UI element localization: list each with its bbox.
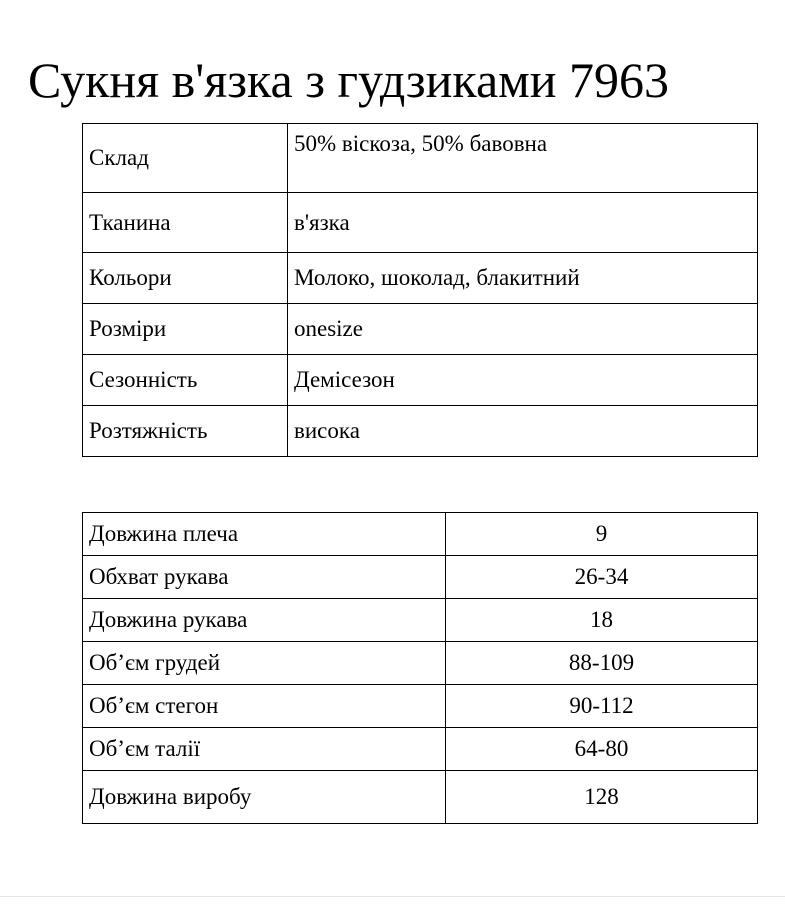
measurement-label: Об’єм грудей bbox=[83, 642, 446, 685]
spec-label: Тканина bbox=[83, 193, 288, 253]
table-row bbox=[83, 599, 758, 642]
table-row bbox=[83, 193, 758, 253]
table-row bbox=[83, 513, 758, 556]
table-row bbox=[83, 304, 758, 355]
spec-label: Сезонність bbox=[83, 355, 288, 406]
spec-label: Розміри bbox=[83, 304, 288, 355]
measurement-label: Обхват рукава bbox=[83, 556, 446, 599]
table-row bbox=[83, 124, 758, 193]
spec-value: в'язка bbox=[288, 193, 758, 253]
measurement-label: Об’єм стегон bbox=[83, 685, 446, 728]
table-row bbox=[83, 771, 758, 824]
measurement-label: Довжина виробу bbox=[83, 771, 446, 824]
table-row bbox=[83, 685, 758, 728]
table-row bbox=[83, 556, 758, 599]
spec-label: Склад bbox=[83, 124, 288, 193]
measurement-value: 18 bbox=[446, 599, 758, 642]
table-row bbox=[83, 728, 758, 771]
spec-value: 50% віскоза, 50% бавовна bbox=[288, 124, 758, 193]
size-measurements-table bbox=[82, 512, 758, 824]
measurement-label: Об’єм талії bbox=[83, 728, 446, 771]
table-row bbox=[83, 406, 758, 457]
measurement-value: 90-112 bbox=[446, 685, 758, 728]
divider bbox=[0, 896, 785, 897]
product-specs-table bbox=[82, 123, 758, 457]
table-row bbox=[83, 253, 758, 304]
measurement-value: 9 bbox=[446, 513, 758, 556]
measurement-value: 88-109 bbox=[446, 642, 758, 685]
measurement-label: Довжина рукава bbox=[83, 599, 446, 642]
table-row bbox=[83, 355, 758, 406]
measurement-value: 64-80 bbox=[446, 728, 758, 771]
measurement-value: 128 bbox=[446, 771, 758, 824]
spec-label: Розтяжність bbox=[83, 406, 288, 457]
measurement-label: Довжина плеча bbox=[83, 513, 446, 556]
spec-value: onesize bbox=[288, 304, 758, 355]
spec-value: висока bbox=[288, 406, 758, 457]
table-row bbox=[83, 642, 758, 685]
spec-value: Демісезон bbox=[288, 355, 758, 406]
measurement-value: 26-34 bbox=[446, 556, 758, 599]
page-title: Сукня в'язка з гудзиками 7963 bbox=[28, 52, 670, 108]
spec-value: Молоко, шоколад, блакитний bbox=[288, 253, 758, 304]
spec-label: Кольори bbox=[83, 253, 288, 304]
